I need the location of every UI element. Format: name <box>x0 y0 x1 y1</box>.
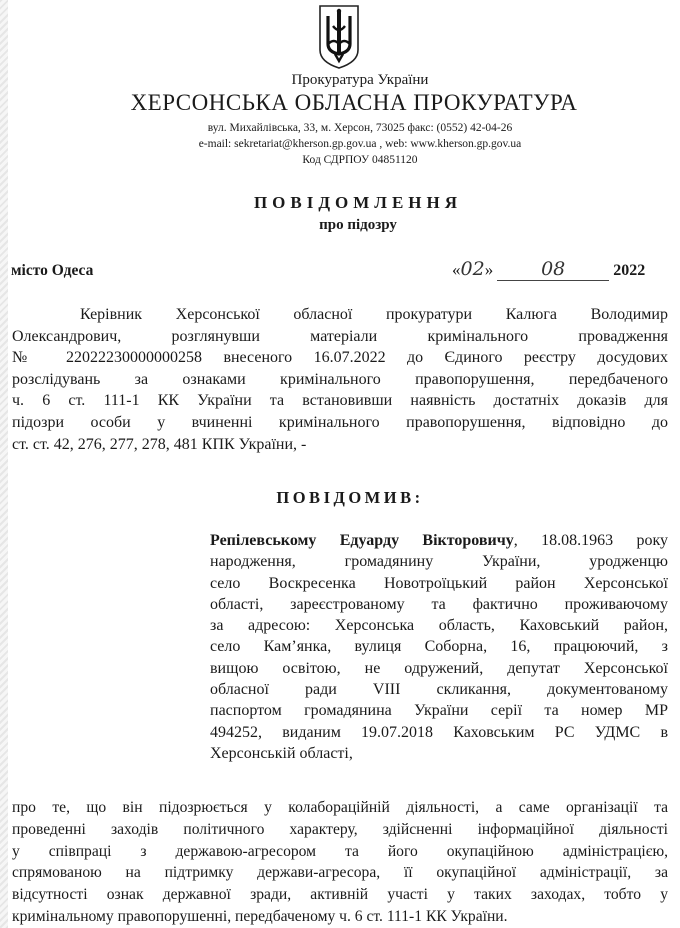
org-parent-name: Прокуратура України <box>291 72 429 88</box>
document-title: ПОВІДОМЛЕННЯ <box>253 193 463 212</box>
document-date <box>452 258 645 281</box>
section-heading-notified: ПОВІДОМИВ: <box>276 488 424 507</box>
intro-line: розслідувань за ознаками кримінального правопорушення, передбаченого <box>12 370 668 388</box>
org-name: ХЕРСОНСЬКА ОБЛАСНА ПРОКУРАТУРА <box>130 90 578 115</box>
org-address: вул. Михайлівська, 33, м. Херсон, 73025 факс: (0552) 42-04-26 <box>207 122 513 134</box>
suspect-line: вищою освітою, не одружений, депутат Херсонської <box>210 659 668 677</box>
suspect-details <box>210 530 668 764</box>
suspect-line: паспортом громадянина України серії та номер МР <box>210 702 668 720</box>
org-code: Код СДРПОУ 04851120 <box>302 154 418 166</box>
intro-line: підозри особи у вчиненні кримінального правопорушення, відповідно до <box>12 413 668 431</box>
charge-line: про те, що він підозрюється у колабораційній діяльності, а саме організації та <box>12 799 668 816</box>
intro-line: Олександрович, розглянувши матеріали кримінального провадження <box>12 327 668 345</box>
suspect-line: село Воскресенка Новотроїцький район Херсонської <box>210 574 668 592</box>
suspect-birth-date: , 18.08.1963 року <box>513 532 668 549</box>
org-contacts: e-mail: sekretariat@kherson.gp.gov.ua , web: www.kherson.gp.gov.ua <box>198 138 522 150</box>
charge-line: спрямованою на підтримку держави-агресора, її окупаційної адміністрації, за <box>12 864 668 882</box>
charge-line: у співпраці з державою-агресором та його окупаційною адміністрацією, <box>12 842 668 860</box>
suspect-name: Репілевському Едуарду Вікторовичу <box>210 532 514 549</box>
date-day: 02 <box>460 258 485 280</box>
suspect-first-line <box>210 530 668 551</box>
date-open-quote: « <box>452 260 461 279</box>
date-close-quote: » <box>484 260 494 279</box>
date-month: 08 <box>497 258 609 281</box>
charge-line: відсутності ознак державної зради, активній участі у таких заходах, тобто у <box>12 886 668 904</box>
intro-paragraph <box>12 304 668 455</box>
suspect-line: 494252, виданим 19.07.2018 Каховським РС УДМС в <box>210 723 668 741</box>
document-city: місто Одеса <box>11 262 94 279</box>
charge-paragraph <box>12 797 668 928</box>
intro-line: ч. 6 ст. 111-1 КК України та встановивши наявність достатніх доказів для <box>12 392 668 410</box>
charge-line: кримінальному правопорушенні, передбаченому ч. 6 ст. 111-1 КК України. <box>12 907 508 925</box>
suspect-line: обласної ради VIII скликання, документованому <box>210 681 668 699</box>
suspect-line: народження, громадянину України, уродженцю <box>210 553 668 571</box>
suspect-line: село Кам’янка, вулиця Соборна, 16, працюючий, з <box>210 638 668 656</box>
document-subtitle: про підозру <box>319 217 397 233</box>
intro-line: ст. ст. 42, 276, 277, 278, 481 КПК України, - <box>12 435 307 453</box>
suspect-line: за адресою: Херсонська область, Каховський район, <box>210 617 668 635</box>
suspect-line: області, зареєстрованому та фактично проживаючому <box>210 595 668 613</box>
tryzub-coat-of-arms-icon <box>318 4 360 70</box>
charge-line: проведенні заходів політичного характеру, здійсненні інформаційної діяльності <box>12 820 668 838</box>
suspect-line: Херсонській області, <box>210 744 353 762</box>
date-year: 2022 <box>613 262 646 279</box>
intro-line: Керівник Херсонської обласної прокуратури Калюга Володимир <box>80 306 668 323</box>
intro-line: № 22022230000000258 внесеного 16.07.2022 до Єдиного реєстру досудових <box>12 349 668 367</box>
